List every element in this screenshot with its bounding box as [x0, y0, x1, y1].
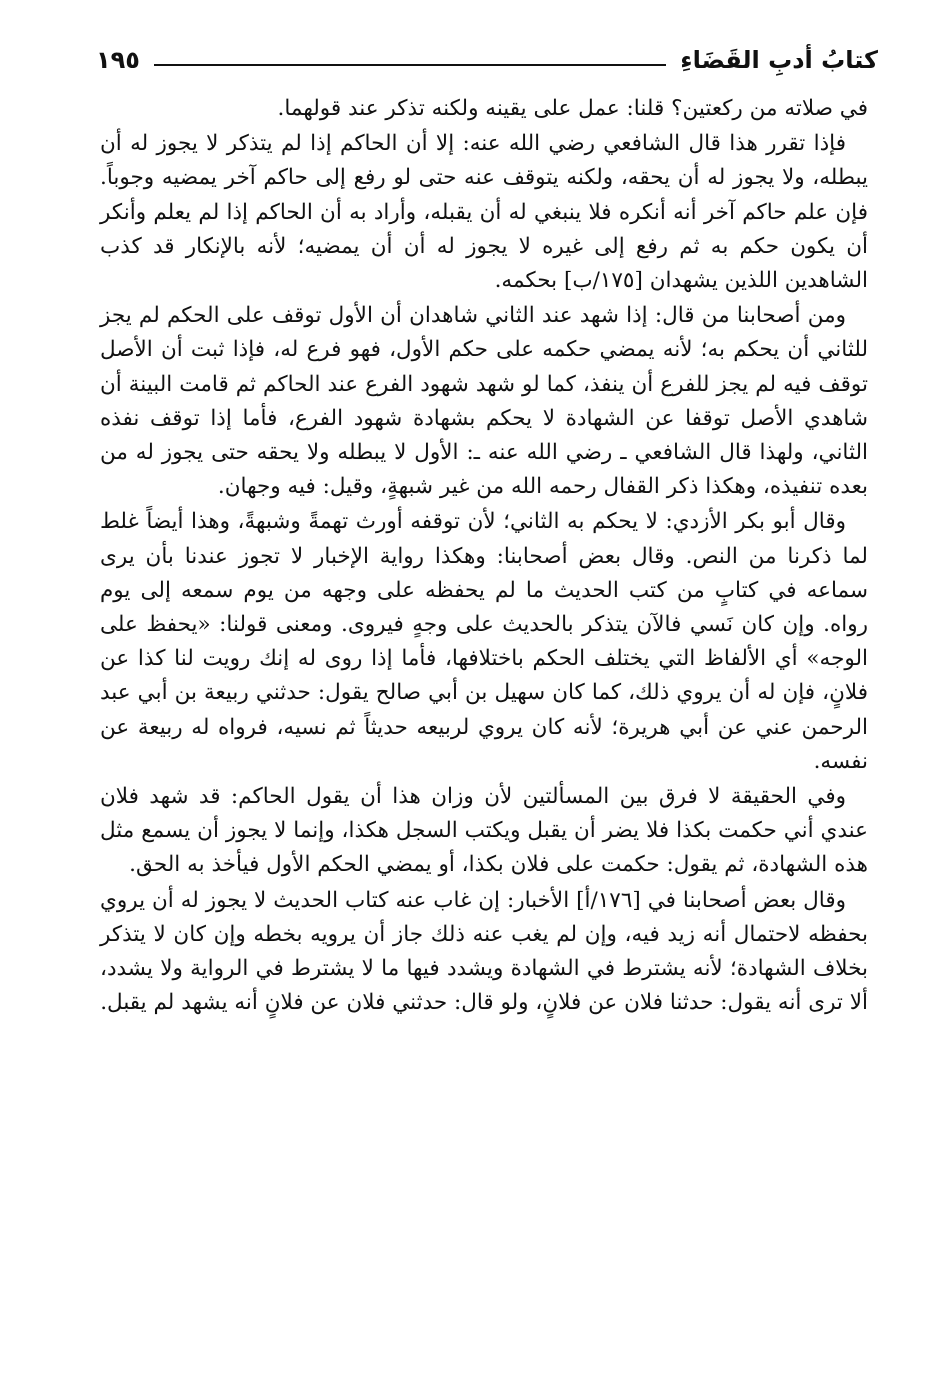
paragraph: وقال بعض أصحابنا في [١٧٦/أ] الأخبار: إن غاب عنه كتاب الحديث لا يجوز له أن يروي بحفظه لاحتمال أنه زيد فيه، وإن لم يغب عنه ذلك جاز أن يرويه بخطه وإن كان لا يتذكر بخلاف الشهادة؛ لأنه يشترط في الشهادة ويشدد فيها ما لا يشترط في الرواية ولا يشدد، ألا ترى أنه يقول: حدثنا فلان عن فلانٍ، ولو قال: حدثني فلان عن فلانٍ أنه يشهد لم يقبل. — [100, 887, 868, 1016]
header-rule — [154, 64, 666, 66]
paragraph-continuation: في صلاته من ركعتين؟ قلنا: عمل على يقينه ولكنه تذكر عند قولهما. — [277, 96, 868, 121]
paragraph: وقال أبو بكر الأزدي: لا يحكم به الثاني؛ لأن توقفه أورث تهمةً وشبهةً، وهذا أيضاً غلط لما ذكرنا من النص. وقال بعض أصحابنا: وهكذا رواية الإخبار لا تجوز عندنا بأن يرى سماعه في كتابٍ من كتب الحديث ما لم يحفظه على وجهه من يوم سمعه إلى يوم رواه. وإن كان نَسي فالآن يتذكر بالحديث على وجهٍ فيروى. ومعنى قولنا: «يحفظ على الوجه» أي الألفاظ التي يختلف الحكم باختلافها، فأما إذا روى له إنك رويت لنا كذا عن فلانٍ، فإن له أن يروي ذلك، كما كان سهيل بن أبي صالح يقول: حدثني ربيعة بن أبي عبد الرحمن عني عن أبي هريرة؛ لأنه كان يروي لربيعه حديثاً ثم نسيه، فرواه له ربيعة عن نفسه. — [100, 509, 868, 774]
paragraph: وفي الحقيقة لا فرق بين المسألتين لأن وزان هذا أن يقول الحاكم: قد شهد فلان عندي أني حكمت بكذا فلا يضر أن يقبل ويكتب السجل هكذا، وإنما لا يجوز أن يسمع مثل هذه الشهادة، ثم يقول: حكمت على فلان بكذا، أو يمضي الحكم الأول فيأخذ به الحق. — [100, 784, 868, 878]
body-text — [100, 92, 868, 1021]
book-title: كتابُ أدبِ القَضَاءِ — [680, 46, 878, 74]
paragraph: فإذا تقرر هذا قال الشافعي رضي الله عنه: إلا أن الحاكم إذا لم يتذكر لا يجوز له أن يبطله، ولا يجوز له أن يحقه، ولكنه يتوقف عنه حتى لو رفع إلى حاكم آخر يمضيه وجوباً. فإن علم حاكم آخر أنه أنكره فلا ينبغي له أن يقبله، وأراد به أن الحاكم إذا لم يعلم وأنكر أن يكون حكم به ثم رفع إلى غيره لا يجوز له أن أن يمضيه؛ لأنه بالإنكار قد كذب الشاهدين اللذين يشهدان [١٧٥/ب] بحكمه. — [100, 131, 868, 294]
page-header — [96, 38, 878, 82]
page-number: ١٩٥ — [96, 46, 140, 74]
paragraph: ومن أصحابنا من قال: إذا شهد عند الثاني شاهدان أن الأول توقف على الحكم لم يجز للثاني أن يحكم به؛ لأنه يمضي حكمه على حكم الأول، فهو فرع له، فإذا ثبت أن الأصل توقف فيه لم يجز للفرع أن ينفذ، كما لو شهد شهود الفرع عند الحاكم ثم قامت البينة أن شاهدي الأصل توقفا عن الشهادة لا يحكم بشهادة شهود الفرع، فأما إذا توقف نفذه الثاني، ولهذا قال الشافعي ـ رضي الله عنه ـ: الأول لا يبطله ولا يحقه حتى يجوز له من بعده تنفيذه، وهكذا ذكر القفال رحمه الله من غير شبهةٍ، وقيل: فيه وجهان. — [100, 303, 868, 500]
